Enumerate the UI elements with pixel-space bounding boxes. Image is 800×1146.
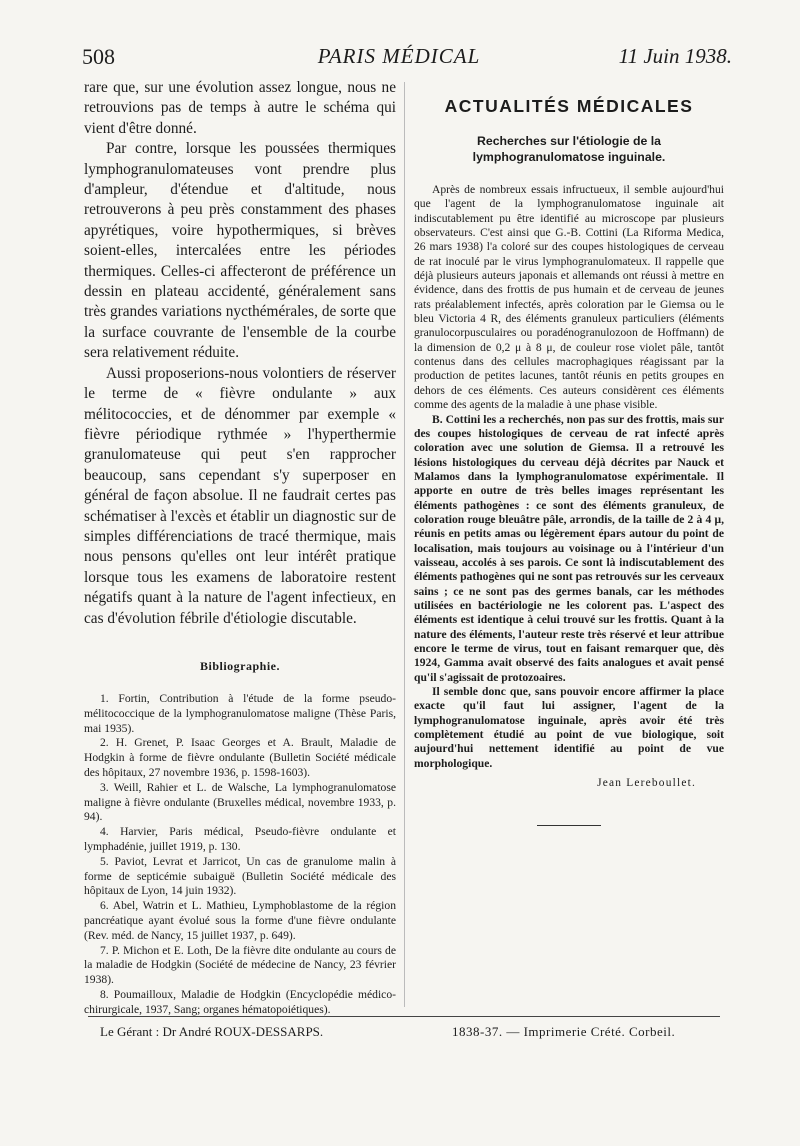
article-paragraph: B. Cottini les a recherchés, non pas sur des frottis, mais sur des coupes histologiques de cerveau de rat infecté après coloration avec une solution de Giemsa. Il a retrouvé les lésions histologiques du cerveau déjà décrites par Nauck et Malamos dans la lymphogranulomatose expérimentale. Il apporte en outre de très belles images représentant les éléments pathogènes : ce sont des éléments granuleux, de coloration rouge bleuâtre pâle, arrondis, de la taille de 2 à 4 μ, réunis en petits amas ou légèrement épars autour du point de localisation, mais toujours au voisinage ou à l'intérieur d'un vaisseau, accolés à ses parois. Ce sont là indiscutablement des éléments pathogènes qui ne sont pas retrouvés sur les cerveaux sains ; ce ne sont pas des germes banals, car les méthodes utilisées en bactériologie ne les colorent pas. L'aspect des éléments est identique à celui trouvé sur les frottis. Quant à la nature des éléments, l'auteur reste très réservé et leur attribue encore le terme de virus, tout en faisant remarquer que, dès 1924, Gamma avait observé des faits analogues et avait pensé qu'il s'agissait de protozoaires. <box>414 412 724 684</box>
bibliography-entry: 2. H. Grenet, P. Isaac Georges et A. Brault, Maladie de Hodgkin à forme de fièvre ondulante (Bulletin Société médicale des hôpitaux, 27 novembre 1936, p. 1598-1603). <box>84 736 396 779</box>
body-paragraph: rare que, sur une évolution assez longue, nous ne retrouvions pas de temps à autre le schéma qui vient d'être donné. <box>84 79 396 137</box>
page-header <box>66 42 732 72</box>
article-paragraph: Il semble donc que, sans pouvoir encore affirmer la place exacte qu'il faut lui assigner, l'agent de la lymphogranulomatose inguinale, après avoir été très complètement étudié au point de vue biologique, soit aujourd'hui nettement identifié au point de vue morphologique. <box>414 685 724 770</box>
manager-credit: Le Gérant : Dr André ROUX-DESSARPS. <box>100 1024 324 1039</box>
section-title: ACTUALITÉS MÉDICALES <box>444 96 694 116</box>
printer-credit: 1838-37. — Imprimerie Crété. Corbeil. <box>452 1024 676 1039</box>
bibliography-entry: 4. Harvier, Paris médical, Pseudo-fièvre ondulante et lymphadénie, juillet 1919, p. 130. <box>84 825 396 853</box>
page-number: 508 <box>82 44 115 69</box>
body-paragraph: Par contre, lorsque les poussées thermiques lymphogranulomateuses vont prendre plus d'ampleur, d'étendue et d'altitude, nous retrouverons à peu près constamment des phases apyrétiques, voire hypothermiques, si brèves soient-elles, intercalées entre les périodes thermiques. Celles-ci affecteront de préférence un dessin en plateau accidenté, généralement sans très grandes variations nycthémérales, de sorte que la surface couvrante de l'ensemble de la courbe sera relativement réduite. <box>84 140 396 362</box>
bibliography-entry: 6. Abel, Watrin et L. Mathieu, Lymphoblastome de la région pancréatique ayant évolué sous la forme d'une fièvre ondulante (Rev. méd. de Nancy, 15 juillet 1937, p. 649). <box>84 899 396 942</box>
footer-rule <box>88 1016 720 1017</box>
body-paragraph: Aussi proposerions-nous volontiers de réserver le terme de « fièvre ondulante » aux mélitococcies, et de dénommer par exemple « fièvre périodique rythmée » l'hyperthermie granulomateuse qui peut s'en rapprocher beaucoup, sans cependant s'y superposer en général de façon absolue. Il ne faudrait certes pas schématiser à l'excès et établir un diagnostic sur de simples différenciations de tracé thermique, mais nous pensons qu'elles ont leur intérêt pratique lorsque tous les examens de laboratoire restent négatifs quant à la nature de l'agent infectieux, en cas d'évolution fébrile d'étiologie discutable. <box>84 364 396 627</box>
journal-title: PARIS MÉDICAL <box>317 44 481 68</box>
article-title: Recherches sur l'étiologie de la lymphogranulomatose inguinale. <box>472 134 666 164</box>
left-column <box>84 78 396 1018</box>
bibliography-entry: 1. Fortin, Contribution à l'étude de la forme pseudo-mélitococcique de la lymphogranulomatose maligne (Thèse Paris, mai 1935). <box>84 691 396 735</box>
page-footer <box>100 1024 710 1046</box>
bibliography-entry: 3. Weill, Rahier et L. de Walsche, La lymphogranulomatose maligne à fièvre ondulante (Bruxelles médical, novembre 1933, p. 94). <box>84 780 396 824</box>
author-signature: Jean Lereboullet. <box>597 777 696 790</box>
bibliography-entry: 8. Poumailloux, Maladie de Hodgkin (Encyclopédie médico-chirurgicale, 1937, Sang; organes hématopoiétiques). <box>84 987 396 1016</box>
column-divider <box>404 82 405 1007</box>
bibliography-entry: 5. Paviot, Levrat et Jarricot, Un cas de granulome malin à forme de septicémie subaiguë (Bulletin Société médicale des hôpitaux de Lyon, 14 juin 1932). <box>84 854 396 898</box>
bibliography-entry: 7. P. Michon et E. Loth, De la fièvre dite ondulante au cours de la maladie de Hodgkin (Société de médecine de Nancy, 23 février 1938). <box>84 943 396 987</box>
bibliography-heading: Bibliographie. <box>199 658 280 673</box>
article-paragraph: Après de nombreux essais infructueux, il semble aujourd'hui que l'agent de la lymphogranulomatose inguinale ait indiscutablement pu être identifié au microscope par plusieurs observateurs. C'est ainsi que G.-B. Cottini (La Riforma Medica, 26 mars 1938) l'a coloré sur des coupes histologiques de cerveau de rat inoculé par le virus lymphogranulomateux. Il rappelle que déjà plusieurs auteurs japonais et allemands ont réussi à mettre en évidence, dans des frottis de pus humain et de cerveau de jeunes rats préalablement infectés, après coloration par le Giemsa ou le bleu Victoria 4 R, des éléments granuleux particuliers (éléments granulocorpusculaires ou poradénogranulozoon de Hoffmann) de la dimension de 0,2 μ à 8 μ, de couleur rose violet pâle, tantôt contenus dans des cellules macrophagiques réagissant par la production de petites lacunes, tantôt réunis en petits groupes en dehors de ces éléments. Ces auteurs considèrent ces éléments comme des agents de la maladie à une phase visible. <box>414 183 724 412</box>
right-column <box>414 90 724 826</box>
issue-date: 11 Juin 1938. <box>618 44 732 68</box>
end-rule <box>537 825 601 826</box>
